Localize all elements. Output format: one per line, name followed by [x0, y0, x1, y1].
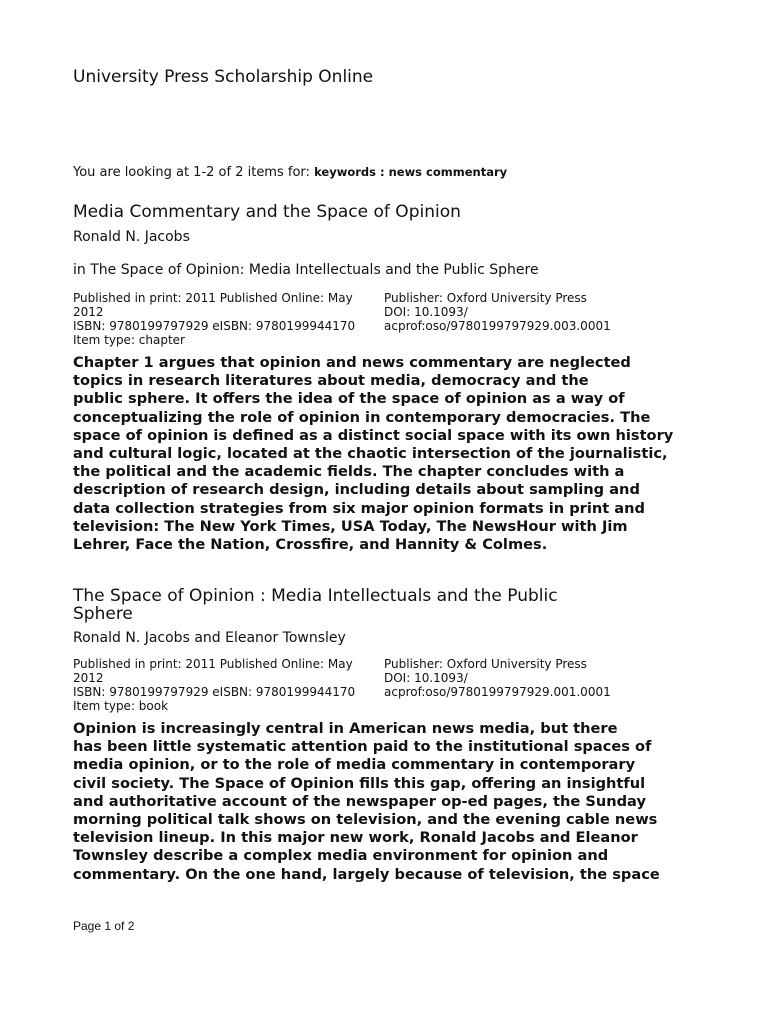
abstract-line: data collection strategies from six major opinion formats in print and — [73, 499, 645, 517]
result-item — [73, 203, 698, 554]
results-prefix: You are looking at 1-2 of 2 items for: — [73, 165, 310, 180]
publisher-info: Publisher: Oxford University Press — [384, 291, 587, 305]
item-title-line: Media Commentary and the Space of Opinion — [73, 202, 461, 222]
item-title[interactable] — [73, 587, 698, 623]
published-info: Published in print: 2011 Published Online: May — [73, 291, 353, 305]
results-summary — [73, 163, 507, 182]
abstract-line: Chapter 1 argues that opinion and news commentary are neglected — [73, 354, 631, 371]
doi-suffix: acprof:oso/9780199797929.003.0001 — [384, 319, 611, 333]
item-type: Item type: chapter — [73, 333, 185, 347]
published-info-year: 2012 — [73, 671, 104, 685]
doi-prefix: DOI: 10.1093/ — [384, 671, 468, 685]
abstract-line: morning political talk shows on television, and the evening cable news — [73, 811, 658, 829]
abstract-line: description of research design, including details about sampling and — [73, 481, 640, 499]
isbn-info: ISBN: 9780199797929 eISBN: 9780199944170 — [73, 685, 356, 699]
doi-prefix: DOI: 10.1093/ — [384, 305, 468, 319]
isbn-info: ISBN: 9780199797929 eISBN: 9780199944170 — [73, 319, 356, 333]
abstract-line: Lehrer, Face the Nation, Crossfire, and Hannity & Colmes. — [73, 536, 548, 554]
site-title: University Press Scholarship Online — [73, 67, 374, 87]
abstract-line: public sphere. It offers the idea of the space of opinion as a way of — [73, 390, 625, 408]
item-author: Ronald N. Jacobs and Eleanor Townsley — [73, 630, 346, 646]
abstract-line: television lineup. In this major new work, Ronald Jacobs and Eleanor — [73, 829, 638, 847]
doi-suffix: acprof:oso/9780199797929.001.0001 — [384, 685, 611, 699]
item-title-line: Sphere — [73, 604, 133, 624]
item-metadata-left — [73, 657, 378, 713]
published-info: Published in print: 2011 Published Online: May — [73, 657, 353, 671]
item-metadata-right — [384, 291, 684, 333]
abstract-line: civil society. The Space of Opinion fills this gap, offering an insightful — [73, 774, 646, 792]
publisher-info: Publisher: Oxford University Press — [384, 657, 587, 671]
abstract-line: commentary. On the one hand, largely because of television, the space — [73, 865, 660, 883]
page-number: Page 1 of 2 — [73, 919, 135, 933]
item-parent-book: in The Space of Opinion: Media Intellectuals and the Public Sphere — [73, 262, 539, 278]
abstract-line: Townsley describe a complex media environment for opinion and — [73, 847, 609, 865]
abstract-line: and cultural logic, located at the chaotic intersection of the journalistic, — [73, 445, 668, 463]
item-metadata — [73, 657, 698, 713]
abstract-line: and authoritative account of the newspaper op-ed pages, the Sunday — [73, 792, 646, 810]
item-metadata — [73, 291, 698, 347]
abstract-line: has been little systematic attention paid to the institutional spaces of — [73, 738, 652, 756]
item-abstract — [73, 720, 698, 884]
abstract-line: television: The New York Times, USA Today, The NewsHour with Jim — [73, 517, 628, 535]
item-title[interactable] — [73, 203, 698, 221]
item-abstract — [73, 354, 698, 554]
results-query: keywords : news commentary — [314, 165, 508, 179]
abstract-line: media opinion, or to the role of media commentary in contemporary — [73, 756, 636, 774]
document-page — [73, 0, 698, 1024]
item-metadata-left — [73, 291, 378, 347]
item-title-line: The Space of Opinion : Media Intellectuals and the Public — [73, 586, 558, 606]
item-type: Item type: book — [73, 699, 169, 713]
abstract-line: the political and the academic fields. The chapter concludes with a — [73, 463, 625, 481]
result-item — [73, 587, 698, 884]
abstract-line: topics in research literatures about media, democracy and the — [73, 372, 589, 390]
abstract-line: space of opinion is defined as a distinct social space with its own history — [73, 426, 674, 444]
item-author: Ronald N. Jacobs — [73, 229, 190, 245]
abstract-line: Opinion is increasingly central in American news media, but there — [73, 720, 618, 737]
item-metadata-right — [384, 657, 684, 699]
published-info-year: 2012 — [73, 305, 104, 319]
abstract-line: conceptualizing the role of opinion in contemporary democracies. The — [73, 408, 651, 426]
